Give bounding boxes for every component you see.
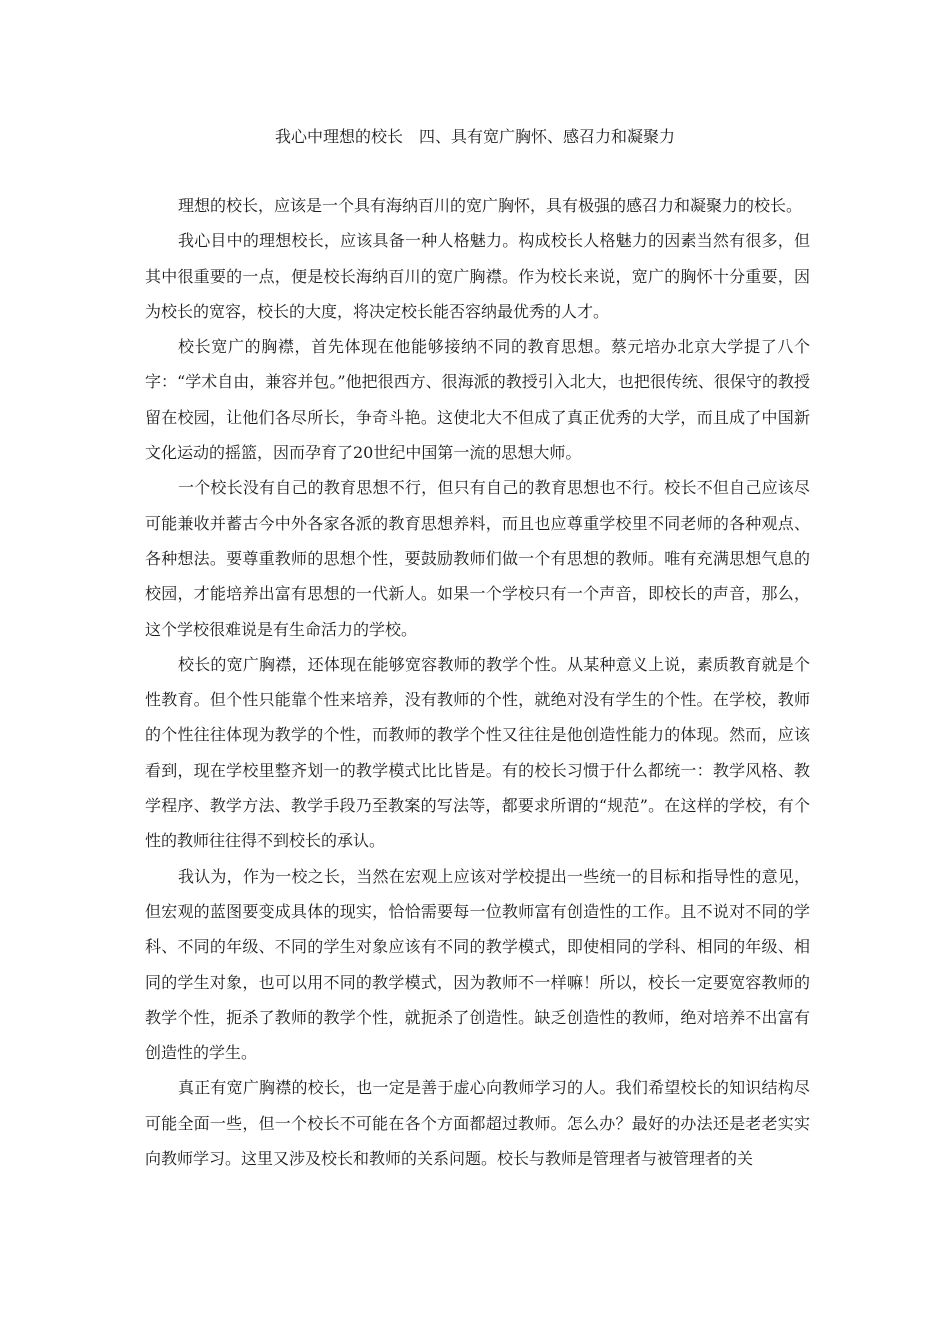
- document-title: 我心中理想的校长 四、具有宽广胸怀、感召力和凝聚力: [274, 127, 675, 146]
- paragraph-3: 校长宽广的胸襟，首先体现在他能够接纳不同的教育思想。蔡元培办北京大学提了八个字：“学术自由，兼容并包。”他把很西方、很海派的教授引入北大，也把很传统、很保守的教授留在校园，让他们各尽所长，争奇斗艳。这使北大不但成了真正优秀的大学，而且成了中国新文化运动的摇篮，因而孕育了20世纪中国第一流的思想大师。: [145, 337, 810, 463]
- paragraph-2: 我心目中的理想校长，应该具备一种人格魅力。构成校长人格魅力的因素当然有很多，但其中很重要的一点，便是校长海纳百川的宽广胸襟。作为校长来说，宽广的胸怀十分重要，因为校长的宽容，校长的大度，将决定校长能否容纳最优秀的人才。: [145, 231, 810, 321]
- paragraph-4: 一个校长没有自己的教育思想不行，但只有自己的教育思想也不行。校长不但自己应该尽可能兼收并蓄古今中外各家各派的教育思想养料，而且也应尊重学校里不同老师的各种观点、各种想法。要尊重教师的思想个性，要鼓励教师们做一个有思想的教师。唯有充满思想气息的校园，才能培养出富有思想的一代新人。如果一个学校只有一个声音，即校长的声音，那么，这个学校很难说是有生命活力的学校。: [145, 478, 810, 639]
- paragraph-7: 真正有宽广胸襟的校长，也一定是善于虚心向教师学习的人。我们希望校长的知识结构尽可能全面一些，但一个校长不可能在各个方面都超过教师。怎么办？最好的办法还是老老实实向教师学习。这里又涉及校长和教师的关系问题。校长与教师是管理者与被管理者的关: [145, 1078, 810, 1169]
- paragraph-6: 我认为，作为一校之长，当然在宏观上应该对学校提出一些统一的目标和指导性的意见，但宏观的蓝图要变成具体的现实，恰恰需要每一位教师富有创造性的工作。且不说对不同的学科、不同的年级、不同的学生对象应该有不同的教学模式，即使相同的学科、相同的年级、相同的学生对象，也可以用不同的教学模式，因为教师不一样嘛！所以，校长一定要宽容教师的教学个性，扼杀了教师的教学个性，就扼杀了创造性。缺乏创造性的教师，绝对培养不出富有创造性的学生。: [145, 866, 810, 1063]
- paragraph-5: 校长的宽广胸襟，还体现在能够宽容教师的教学个性。从某种意义上说，素质教育就是个性教育。但个性只能靠个性来培养，没有教师的个性，就绝对没有学生的个性。在学校，教师的个性往往体现为教学的个性，而教师的教学个性又往往是他创造性能力的体现。然而，应该看到，现在学校里整齐划一的教学模式比比皆是。有的校长习惯于什么都统一：教学风格、教学程序、教学方法、教学手段乃至教案的写法等，都要求所谓的“规范”。在这样的学校，有个性的教师往往得不到校长的承认。: [145, 654, 810, 851]
- paragraph-1: 理想的校长，应该是一个具有海纳百川的宽广胸怀，具有极强的感召力和凝聚力的校长。: [178, 196, 803, 215]
- document-body: [145, 188, 810, 1176]
